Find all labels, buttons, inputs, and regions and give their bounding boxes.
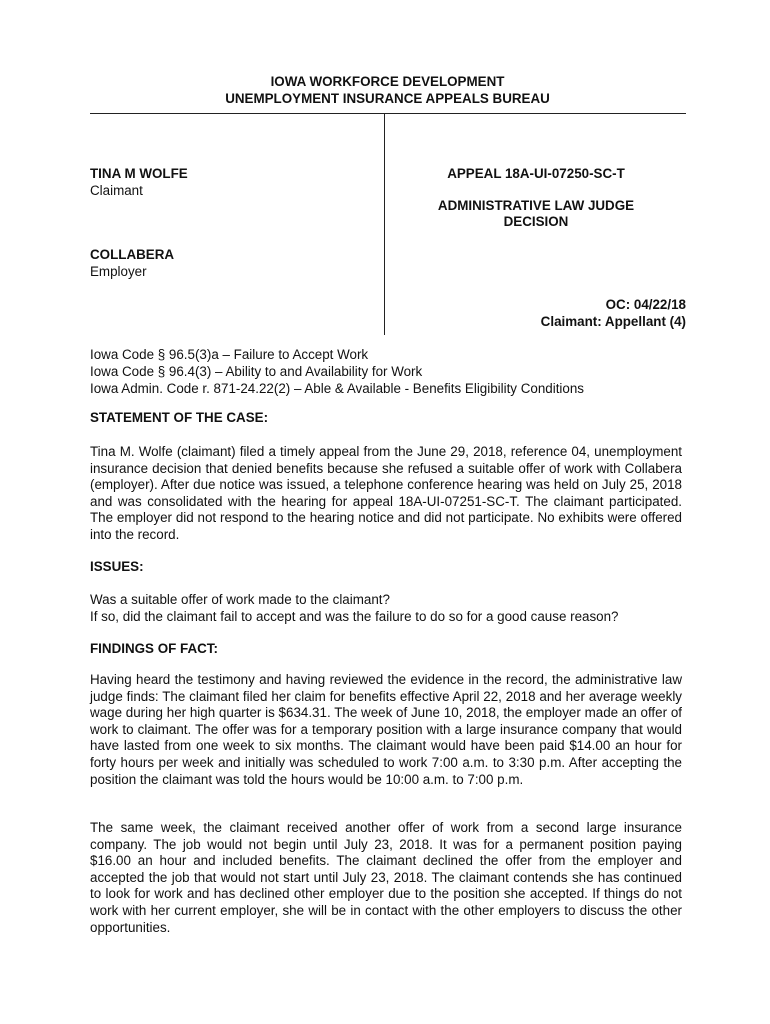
statement-text: Tina M. Wolfe (claimant) filed a timely appeal from the June 29, 2018, reference 04, unemployment insurance decision that denied benefits because she refused a suitable offer of work with Collabera (employer). After due notice was issued, a telephone conference hearing was held on July 25, 2018 and was consolidated with the hearing for appeal 18A-UI-07251-SC-T. The claimant participated. The employer did not respond to the hearing notice and did not participate. No exhibits were offered into the record. (90, 444, 682, 542)
citation-item: Iowa Code § 96.5(3)a – Failure to Accept Work (90, 347, 369, 362)
employer-name: COLLABERA (90, 247, 175, 262)
statement-heading: STATEMENT OF THE CASE: (90, 410, 269, 425)
decision-title-line2: DECISION (503, 214, 569, 229)
findings-paragraph-2: The same week, the claimant received another offer of work from a second large insurance company. The job would not begin until July 23, 2018. It was for a permanent position paying $16.00 an hour and included benefits. The claimant declined the offer from the employer and accepted the job that would not start until July 23, 2018. The claimant contends she has continued to look for work and has declined other employer due to the position she accepted. If things do not work with her current employer, she will be in contact with the other employers to discuss the other opportunities. (90, 820, 682, 935)
issues-list (90, 591, 619, 625)
oc-block (541, 296, 686, 330)
citations (90, 346, 584, 397)
claimant-role: Claimant (90, 183, 143, 198)
citation-item: Iowa Code § 96.4(3) – Ability to and Availability for Work (90, 364, 423, 379)
decision-title-line1: ADMINISTRATIVE LAW JUDGE (437, 198, 635, 213)
agency-name: IOWA WORKFORCE DEVELOPMENT (270, 74, 505, 89)
agency-header (90, 73, 685, 107)
findings-paragraph-1: Having heard the testimony and having reviewed the evidence in the record, the administrative law judge finds: The claimant filed her claim for benefits effective April 22, 2018 and her average weekly wage during her high quarter is $634.31. The week of June 10, 2018, the employer made an offer of work to claimant. The offer was for a temporary position with a large insurance company that would have lasted from one week to six months. The claimant would have been paid $14.00 an hour for forty hours per week and initially was scheduled to work 7:00 a.m. to 3:30 p.m. After accepting the position the claimant was told the hours would be 10:00 a.m. to 7:00 p.m. (90, 672, 682, 787)
claimant-status: Claimant: Appellant (4) (540, 314, 686, 329)
bureau-name: UNEMPLOYMENT INSURANCE APPEALS BUREAU (225, 91, 550, 106)
oc-date: OC: 04/22/18 (605, 297, 686, 312)
appeal-number: APPEAL 18A-UI-07250-SC-T (447, 166, 625, 181)
issues-heading: ISSUES: (90, 559, 144, 574)
header-divider (90, 113, 686, 114)
claimant-block (90, 165, 188, 199)
employer-role: Employer (90, 264, 147, 279)
issue-item: Was a suitable offer of work made to the claimant? (90, 592, 390, 607)
issue-item: If so, did the claimant fail to accept and was the failure to do so for a good cause reason? (90, 609, 619, 624)
decision-title (386, 198, 686, 230)
claimant-name: TINA M WOLFE (90, 166, 188, 181)
citation-item: Iowa Admin. Code r. 871-24.22(2) – Able & Available - Benefits Eligibility Conditions (90, 381, 584, 396)
employer-block (90, 246, 174, 280)
findings-heading: FINDINGS OF FACT: (90, 641, 218, 656)
caption-divider (384, 113, 385, 335)
